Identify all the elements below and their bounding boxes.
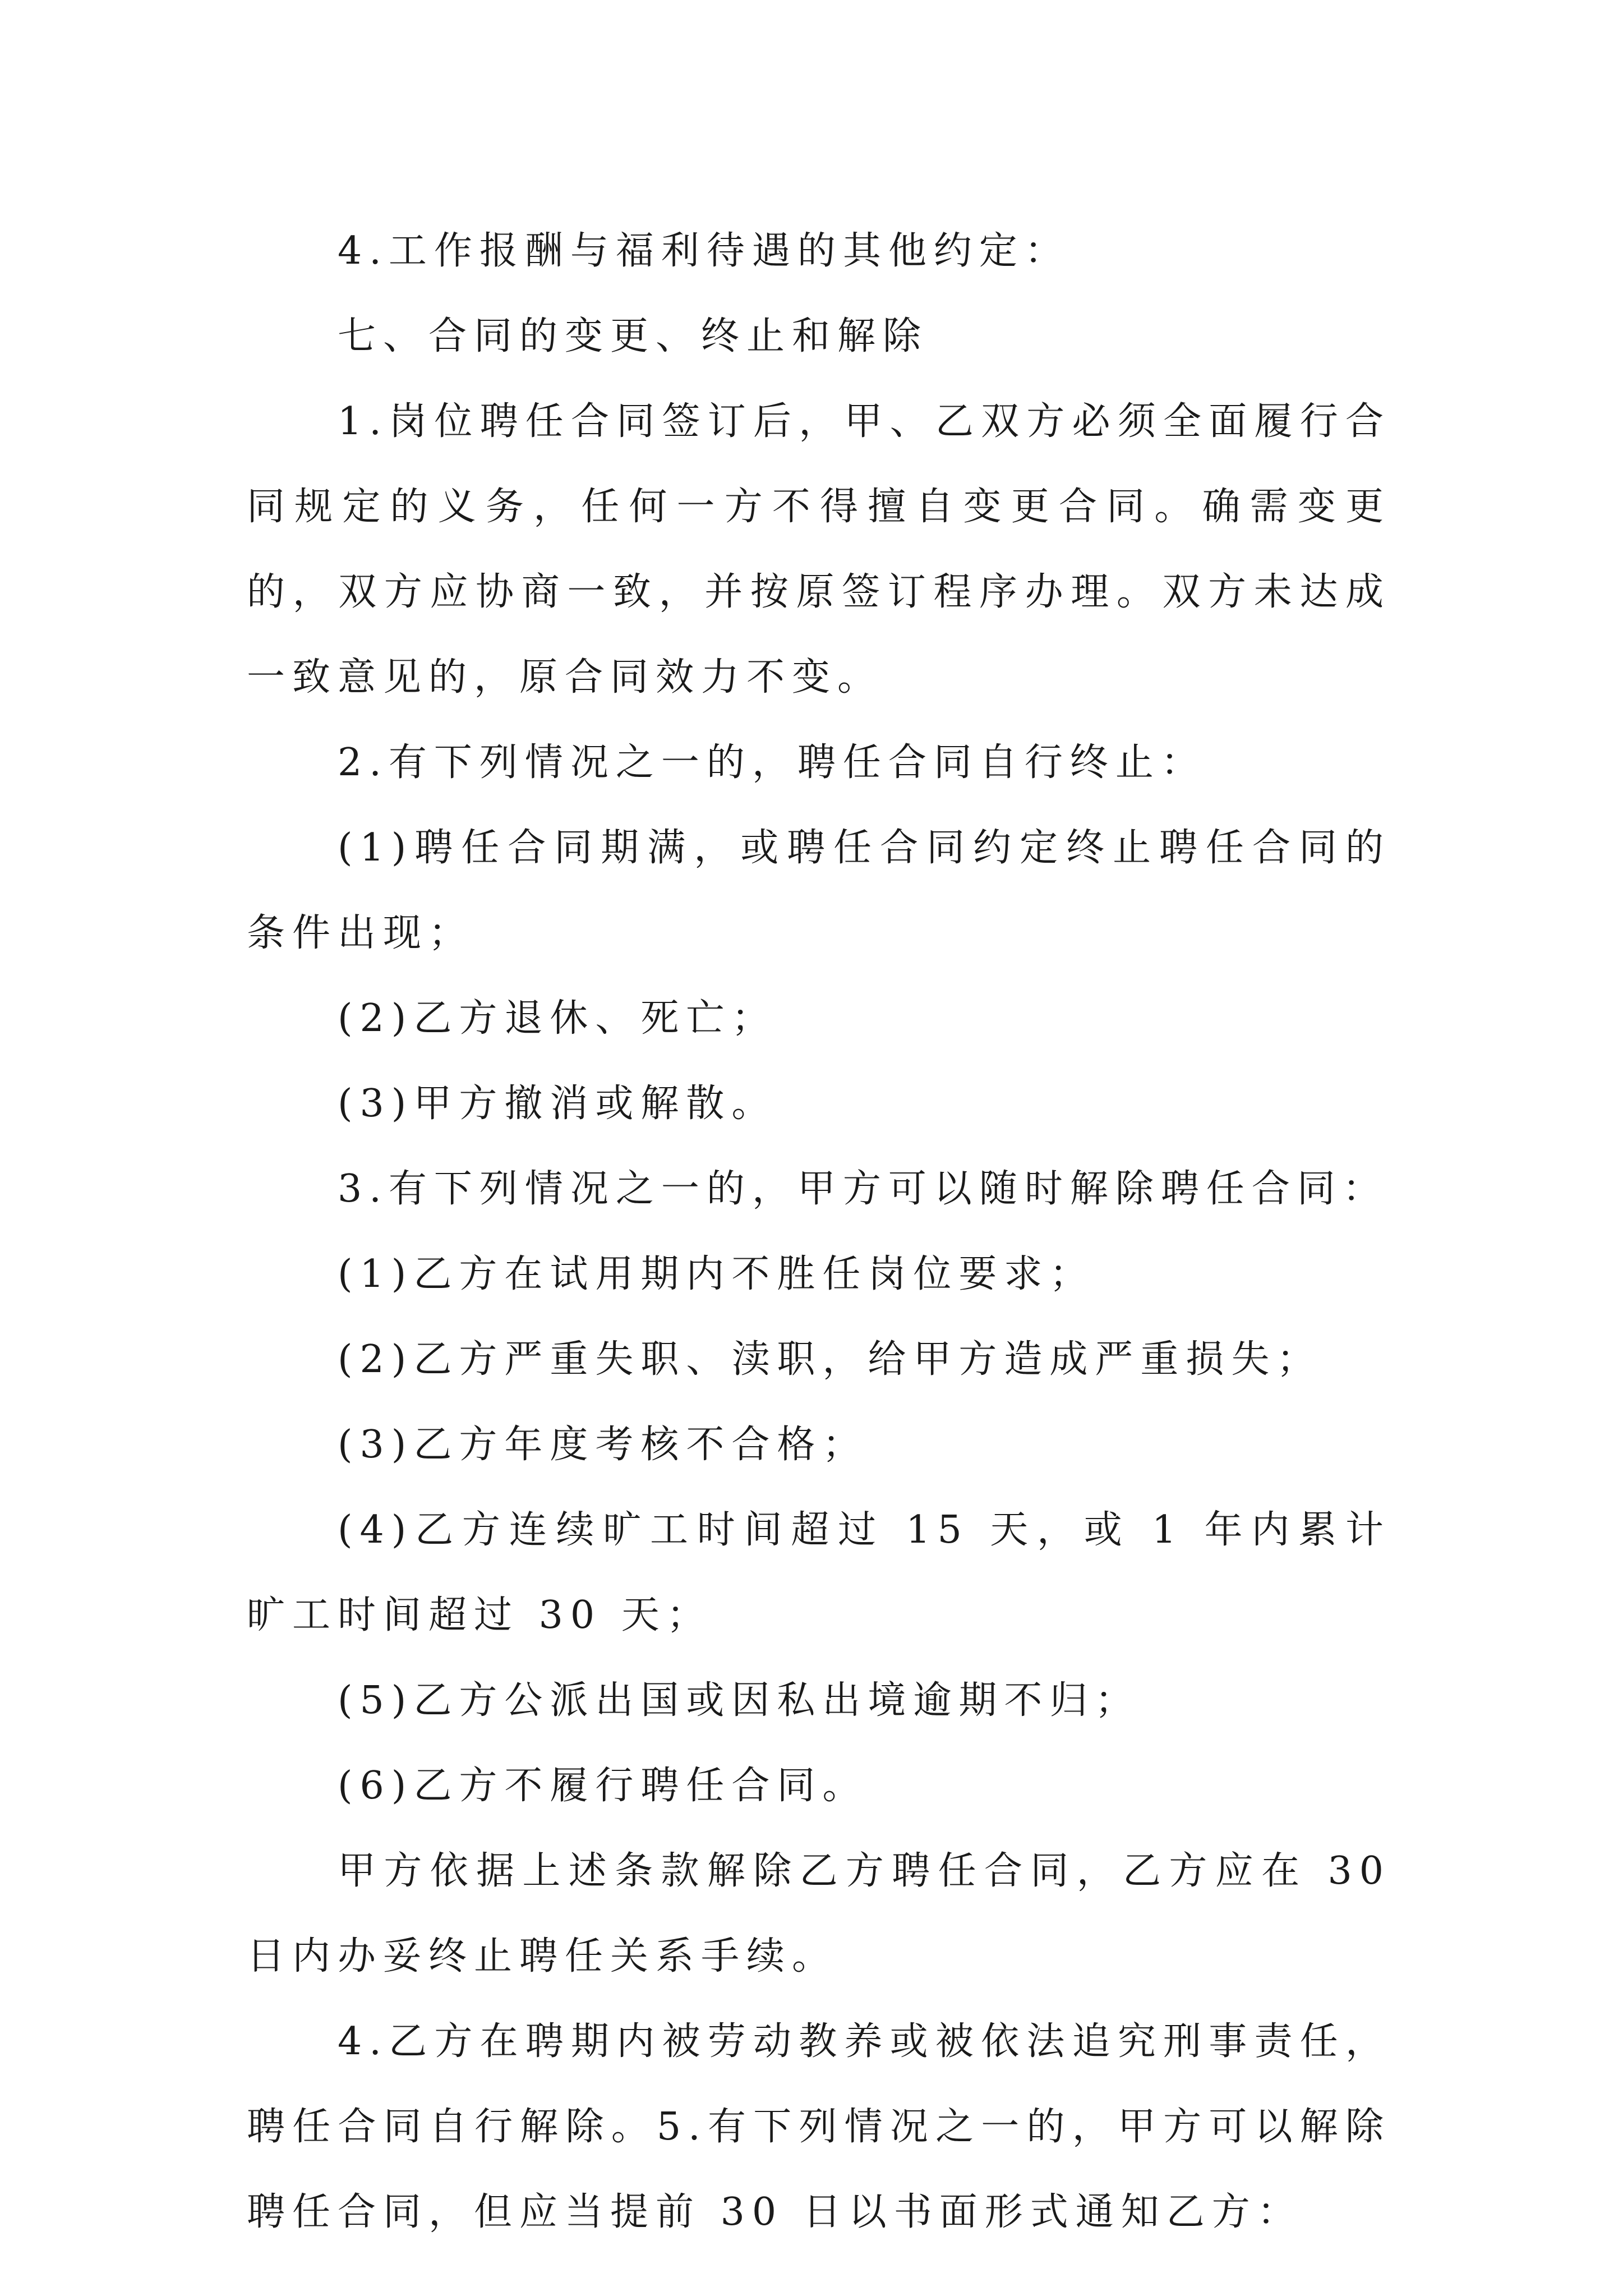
document-body <box>247 209 1391 2255</box>
paragraph-termination-procedure: 甲方依据上述条款解除乙方聘任合同，乙方应在 30 日内办妥终止聘任关系手续。 <box>247 1849 1391 1978</box>
paragraph-clause-2: 2.有下列情况之一的，聘任合同自行终止： <box>338 740 1206 785</box>
list-item-3-2: (2)乙方严重失职、渎职，给甲方造成严重损失； <box>338 1337 1322 1382</box>
list-item-3-1: (1)乙方在试用期内不胜任岗位要求； <box>338 1252 1095 1296</box>
paragraph-clause-1: 1.岗位聘任合同签订后，甲、乙双方必须全面履行合同规定的义务，任何一方不得擅自变更合同。确需变更的，双方应协商一致，并按原签订程序办理。双方未达成一致意见的，原合同效力不变。 <box>247 399 1391 700</box>
list-item-3-6: (6)乙方不履行聘任合同。 <box>338 1764 868 1808</box>
paragraph-clause-3: 3.有下列情况之一的，甲方可以随时解除聘任合同： <box>338 1167 1388 1211</box>
list-item-2-3: (3)甲方撤消或解散。 <box>338 1082 777 1126</box>
list-item-3-3: (3)乙方年度考核不合格； <box>338 1423 868 1467</box>
paragraph-clause-4-5: 4.乙方在聘期内被劳动教养或被依法追究刑事责任，聘任合同自行解除。5.有下列情况之一的，甲方可以解除聘任合同，但应当提前 30 日以书面形式通知乙方： <box>247 2019 1391 2234</box>
list-item-3-5: (5)乙方公派出国或因私出境逾期不归； <box>338 1678 1141 1723</box>
list-item-2-1: (1)聘任合同期满，或聘任合同约定终止聘任合同的条件出现； <box>247 826 1391 955</box>
paragraph-remuneration-other: 4.工作报酬与福利待遇的其他约定： <box>338 229 1070 273</box>
section-heading-seven: 七、合同的变更、终止和解除 <box>338 314 929 358</box>
list-item-2-2: (2)乙方退休、死亡； <box>338 996 777 1041</box>
list-item-3-4: (4)乙方连续旷工时间超过 15 天，或 1 年内累计旷工时间超过 30 天； <box>247 1508 1391 1637</box>
